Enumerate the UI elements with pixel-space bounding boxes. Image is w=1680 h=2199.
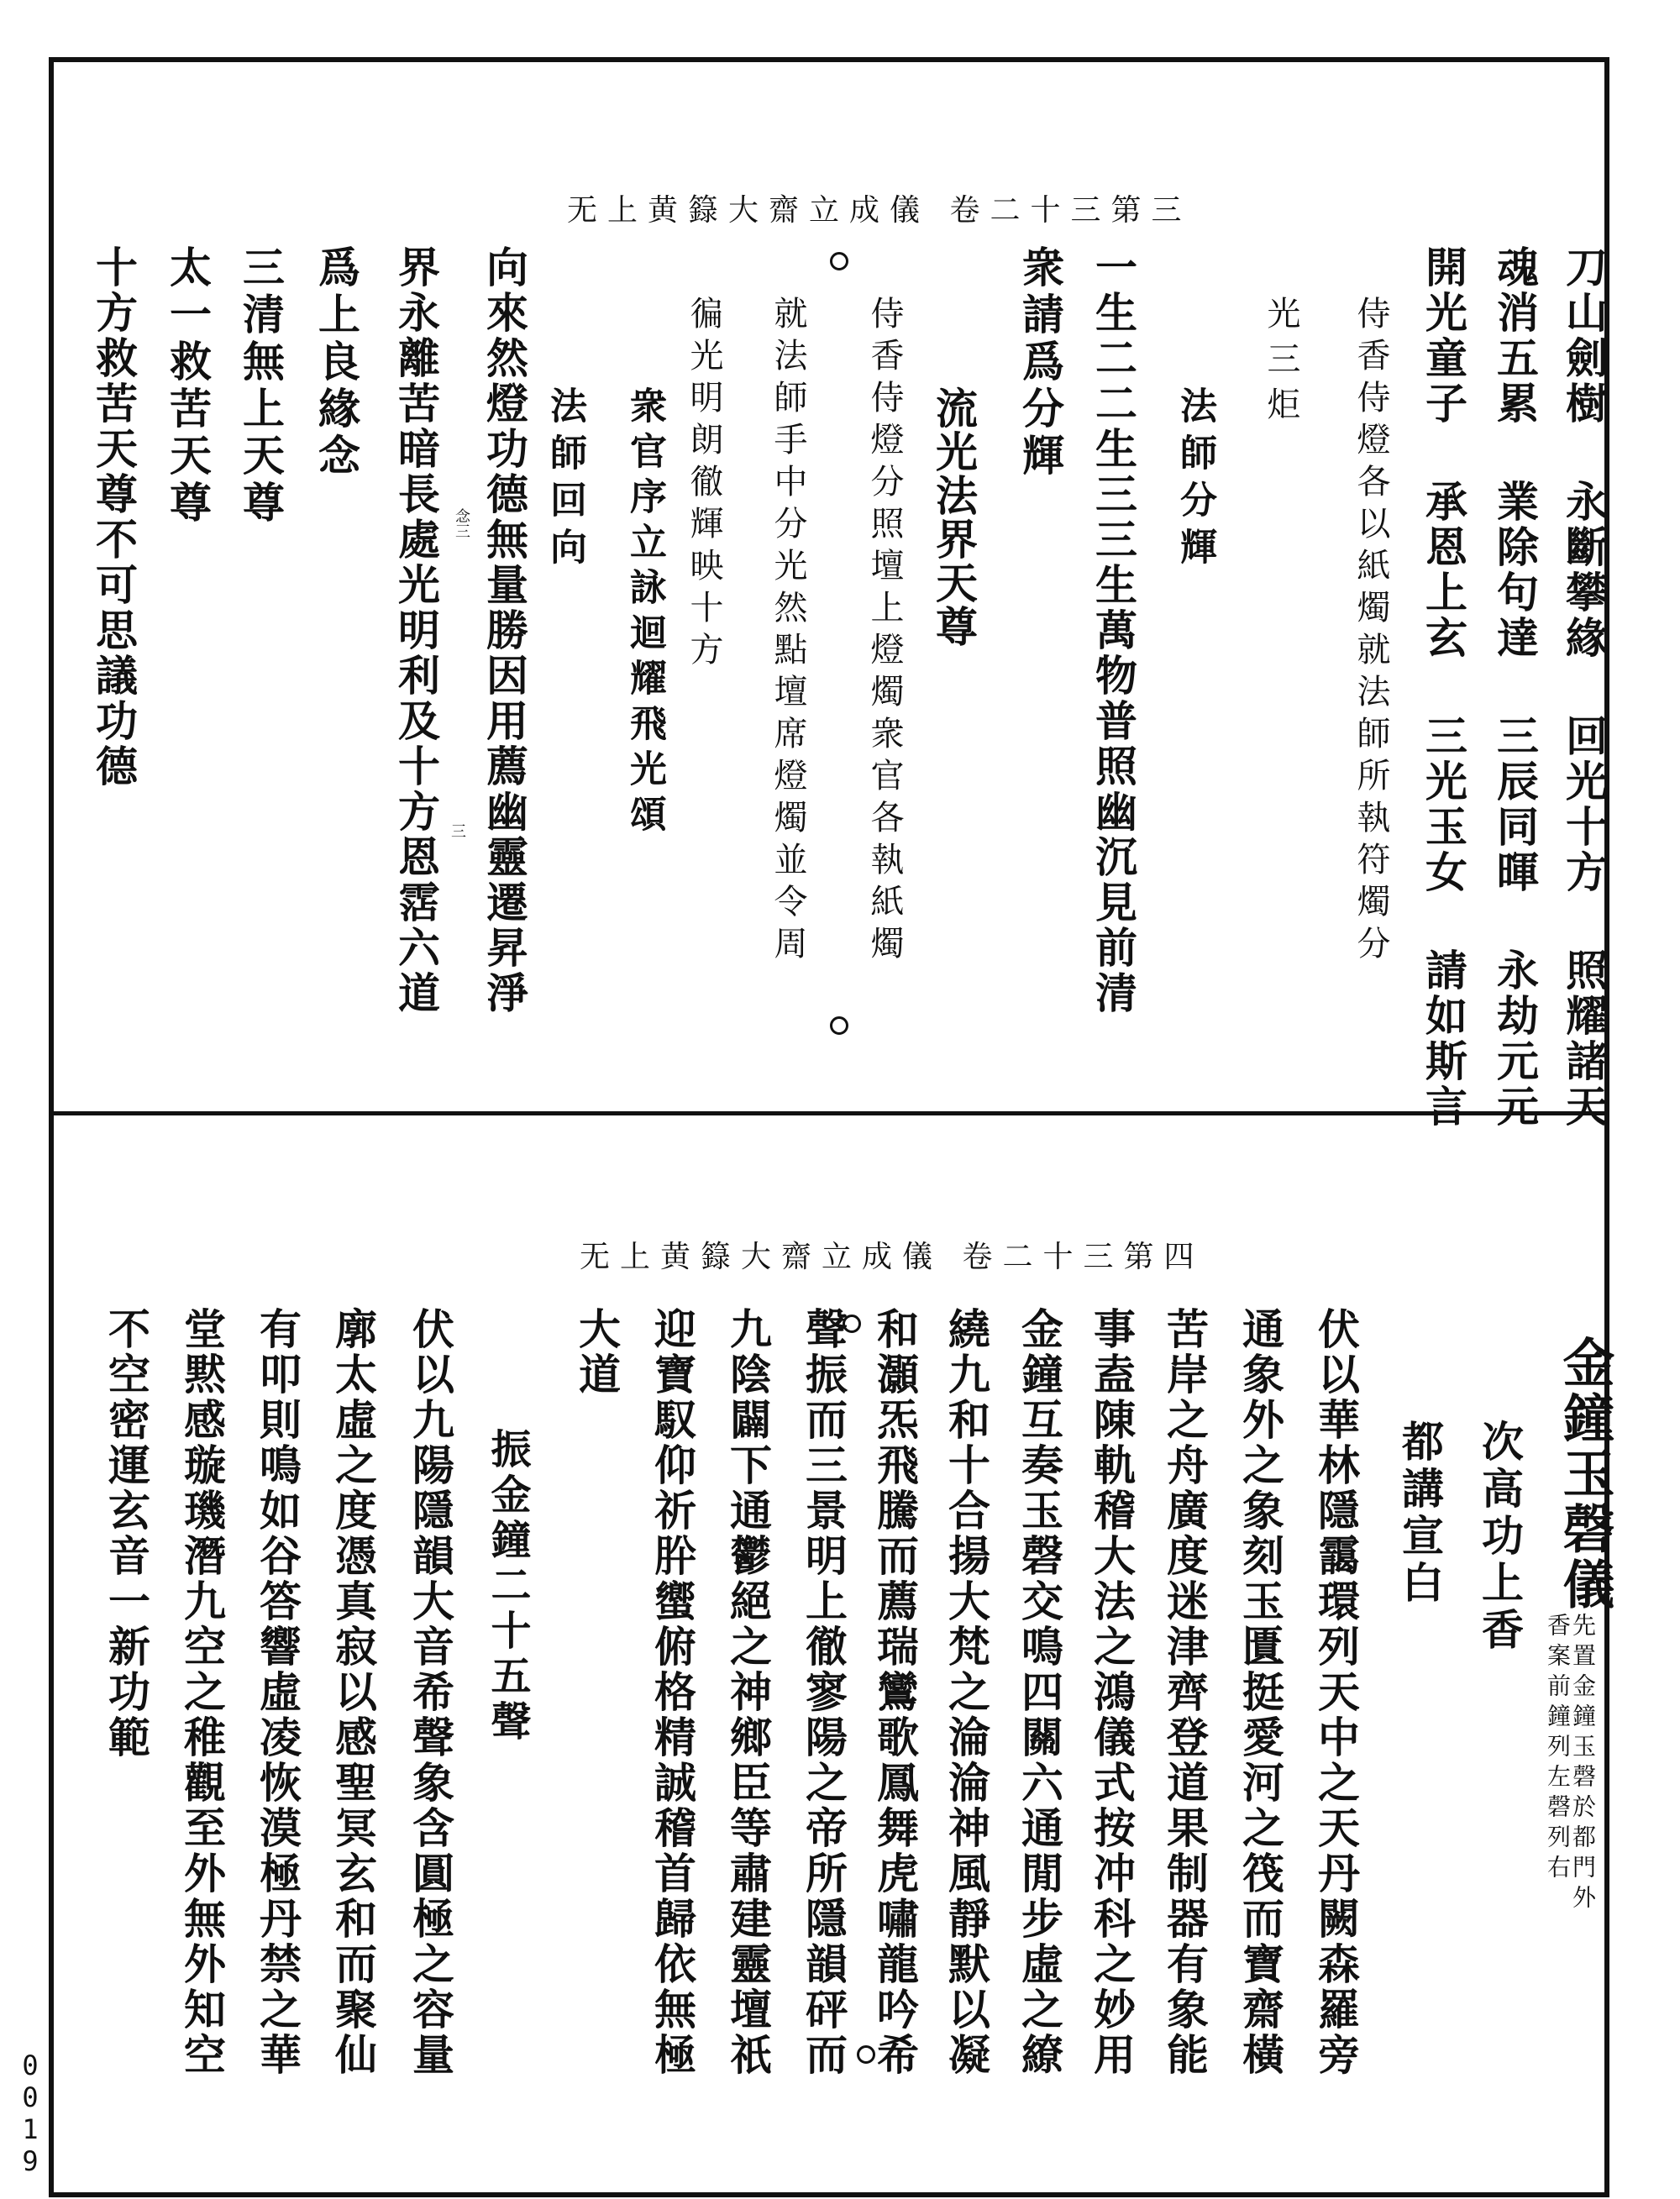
top-col-5: 光三炬 [1262, 296, 1300, 432]
bottom-col-7: 通象外之象刻玉匱挺愛河之筏而寶齋橫 [1236, 1307, 1285, 2078]
punctuation-circle [830, 252, 848, 270]
top-col-4: 侍香侍燈各以紙燭就法師所執符燭分 [1352, 296, 1390, 968]
top-running-header: 无上黄籙大齋立成儀 卷二十三第三 [567, 193, 1192, 228]
top-col-1: 刀山劍樹 永斷攀緣 回光十方 照耀諸天 [1559, 245, 1609, 1130]
punctuation-circle [857, 2045, 875, 2064]
bottom-col-5: 都講宣白 [1395, 1420, 1445, 1608]
bottom-col-19: 廓太虛之度憑真寂以感聖冥玄和而聚仙 [328, 1307, 378, 2078]
top-col-8: 衆請爲分輝 [1016, 245, 1065, 480]
top-col-6: 法師分輝 [1173, 386, 1216, 575]
top-col-12: 徧光明朗徹輝映十方 [685, 296, 723, 674]
bottom-col-22: 不空密運玄音一新功範 [102, 1307, 151, 1761]
top-col-18: 三清無上天尊 [236, 245, 286, 527]
bottom-col-12: 和灝炁飛騰而薦瑞鸞歌鳳舞虎嘯龍吟希 [870, 1307, 920, 2078]
page-number: 0019 [14, 2049, 46, 2177]
top-col-17: 爲上良緣念 [312, 245, 361, 480]
bottom-col-16: 大道 [572, 1307, 622, 1398]
bottom-running-header: 无上黄籙大齋立成儀 卷二十三第四 [580, 1240, 1205, 1274]
top-col-11: 就法師手中分光然點壇席燈燭並令周 [769, 296, 807, 968]
bottom-col-14: 九陰闢下通鬱絕之神鄉臣等肅建靈壇祇 [723, 1307, 773, 2078]
top-col-13: 衆官序立詠迴耀飛光頌 [623, 386, 666, 840]
top-margin-note-2: 三 [449, 823, 466, 838]
top-col-9: 流光法界天尊 [929, 386, 979, 648]
punctuation-circle [830, 1016, 848, 1035]
bottom-col-11: 繞九和十合揚大梵之淪淪神風靜默以凝 [942, 1307, 991, 2078]
top-col-14: 法師回向 [543, 386, 586, 575]
top-col-2: 魂消五累 業除句達 三辰同暉 永劫元元 [1490, 245, 1540, 1130]
top-col-7: 一生二二生三三生萬物普照幽沉見前清 [1089, 245, 1138, 1016]
bottom-col-1: 金鐘玉磬儀 [1554, 1336, 1615, 1613]
bottom-col-10: 金鐘互奏玉磬交鳴四關六通閒步虛之繚 [1015, 1307, 1064, 2078]
bottom-col-13: 聲振而三景明上徹寥陽之帝所隱韻砰而 [799, 1307, 848, 2078]
punctuation-circle [843, 1315, 861, 1333]
bottom-col-15: 迎寶馭仰祈肸蠁俯格精誠稽首歸依無極 [648, 1307, 697, 2078]
bottom-col-17: 振金鐘二十五聲 [484, 1428, 531, 1745]
bottom-col-21: 堂黙感璇璣潛九空之稚觀至外無外知空 [177, 1307, 227, 2078]
top-margin-note-1: 念三 [453, 508, 470, 538]
bottom-col-8: 苦岸之舟廣度迷津齊登道果制器有象能 [1160, 1307, 1210, 2078]
bottom-col-3: 先置金鐘玉磬於都門外 [1569, 1613, 1597, 1915]
bottom-col-6: 伏以華林隱靄環列天中之天丹闕森羅旁 [1311, 1307, 1361, 2078]
top-col-16: 界永離苦暗長處光明利及十方恩霑六道 [391, 245, 441, 1016]
top-col-10: 侍香侍燈分照壇上燈燭衆官各執紙燭 [865, 296, 904, 968]
bottom-col-9: 事盍陳軌稽大法之鴻儀式按冲科之妙用 [1087, 1307, 1137, 2078]
panel-divider [49, 1111, 1609, 1115]
bottom-col-18: 伏以九陽隱韻大音希聲象含圓極之容量 [406, 1307, 455, 2078]
bottom-col-20: 有叩則鳴如谷答響虛凌恢漠極丹禁之華 [253, 1307, 302, 2078]
top-col-15: 向來然燈功德無量勝因用薦幽靈遷昇淨 [480, 245, 529, 1016]
bottom-col-2: 香案前鐘列左磬列右 [1544, 1613, 1572, 1885]
bottom-col-4: 次高功上香 [1475, 1420, 1525, 1655]
top-col-3: 開光童子 承恩上玄 三光玉女 請如斯言 [1419, 245, 1468, 1130]
top-col-19: 太一救苦天尊 [163, 245, 213, 527]
top-col-20: 十方救苦天尊不可思議功德 [89, 245, 139, 790]
